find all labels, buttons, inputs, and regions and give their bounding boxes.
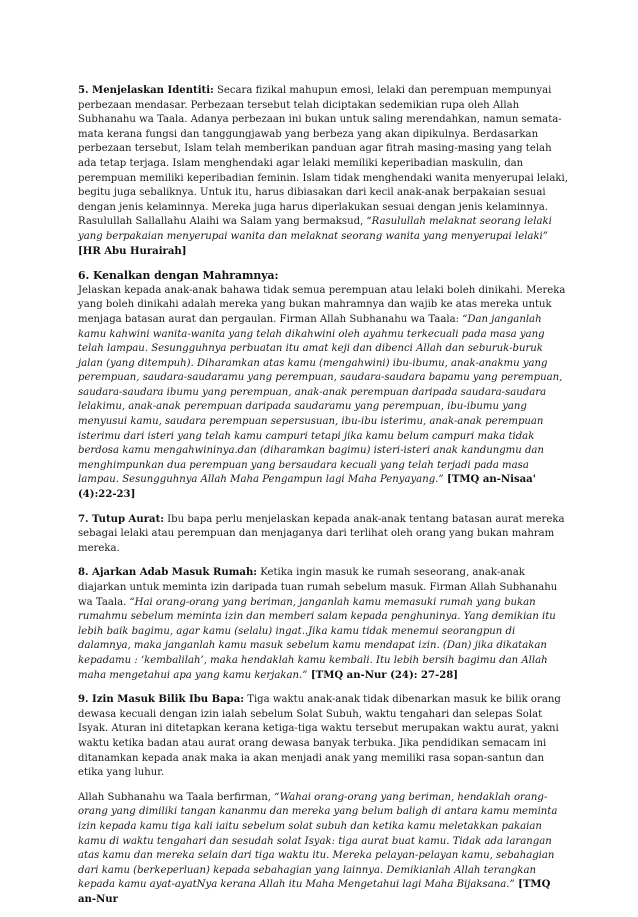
paragraph (78, 566, 568, 683)
section-heading: 6. Kenalkan dengan Mahramnya: (78, 269, 279, 283)
quran-quote: “Wahai orang-orang yang beriman, hendaklah orang-orang yang dimiliki tangan kananmu dan mereka yang belum baligh di antara kamu meminta izin kepada kamu tiga kali iaitu sebelum solat subuh dan ketika kamu meletakkan pakaian kamu di waktu tengahari dan sesudah solat Isyak: tiga aurat buat kamu. Tidak ada larangan atas kamu dan mereka selain dari tiga waktu itu. Mereka pelayan-pelayan kamu, sebahagian dari kamu (berkeperluan) kepada sebahagian yang lainnya. Demikianlah Allah terangkan kepada kamu ayat-ayatNya kerana Allah itu Maha Mengetahui lagi Maha Bijaksana.” (78, 791, 558, 891)
section-8-house-etiquette (78, 566, 568, 683)
paragraph (78, 84, 568, 259)
section-heading: 8. Ajarkan Adab Masuk Rumah: (78, 567, 258, 579)
reference: [HR Abu Hurairah] (78, 245, 187, 257)
section-6-mahram (78, 269, 568, 503)
reference: [TMQ an-Nur (24): 27-28] (307, 669, 459, 681)
body-text: Allah Subhanahu wa Taala berfirman, (78, 791, 275, 803)
paragraph (78, 791, 568, 908)
reference: [TMQ an-Nur (78, 879, 551, 905)
body-text: Ibu bapa perlu menjelaskan kepada anak-anak tentang batasan aurat mereka sebagai lelaki atau perempuan dan menjaganya dari terlihat oleh orang yang bukan mahram mereka. (78, 513, 565, 554)
section-9-parents-room (78, 693, 568, 907)
paragraph (78, 284, 568, 503)
hadith-quote: “Rasulullah melaknat seorang lelaki yang berpakaian menyerupai wanita dan melaknat seorang wanita yang menyerupai lelaki” (78, 216, 552, 242)
reference: [TMQ an-Nisaa' (4):22-23] (78, 474, 536, 501)
quran-quote: “Dan janganlah kamu kahwini wanita-wanita yang telah dikahwini oleh ayahmu terkecuali pada masa yang telah lampau. Sesungguhnya perbuatan itu amat keji dan dibenci Allah dan seburuk-buruk jalan (yang ditempuh). Diharamkan atas kamu (mengahwini) ibu-ibumu, anak-anakmu yang perempuan, saudara-saudaramu yang perempuan, saudara-saudara bapamu yang perempuan, saudara-saudara ibumu yang perempuan, anak-anak perempuan daripada saudara-saudara lelakimu, anak-anak perempuan daripada saudaramu yang perempuan, ibu-ibumu yang menyusui kamu, saudara perempuan sepersusuan, ibu-ibu isterimu, anak-anak perempuan isterimu dari isteri yang telah kamu campuri tetapi jika kamu belum campuri maka tidak berdosa kamu mengahwininya.dan (diharamkan bagimu) isteri-isteri anak kandungmu dan menghimpunkan dua perempuan yang bersaudara kecuali yang telah terjadi pada masa lampau. Sesungguhnya Allah Maha Pengampun lagi Maha Penyayang.” (78, 313, 563, 486)
body-text: Tiga waktu anak-anak tidak dibenarkan masuk ke bilik orang dewasa kecuali dengan izin ialah sebelum Solat Subuh, waktu tengahari dan selepas Solat Isyak. Aturan ini ditetapkan kerana ketiga-tiga waktu tersebut merupakan waktu aurat, yakni waktu ketika badan atau aurat orang dewasa banyak terbuka. Jika pendidikan semacam ini ditanamkan kepada anak maka ia akan menjadi anak yang memiliki rasa sopan-santun dan etika yang luhur. (78, 694, 561, 779)
body-text: Jelaskan kepada anak-anak bahawa tidak semua perempuan atau lelaki boleh dinikahi. Mereka yang boleh dinikahi adalah mereka yang bukan mahramnya dan wajib ke atas mereka untuk menjaga batasan aurat dan pergaulan. Firman Allah Subhanahu wa Taala: (78, 284, 566, 325)
paragraph (78, 693, 568, 781)
section-heading: 5. Menjelaskan Identiti: (78, 85, 214, 96)
body-text: Secara fizikal mahupun emosi, lelaki dan perempuan mempunyai perbezaan mendasar. Perbezaan tersebut telah diciptakan sedemikian rupa oleh Allah Subhanahu wa Taala. Adanya perbezaan ini bukan untuk saling merendahkan, namun semata-mata kerana fungsi dan tanggungjawab yang berbeza yang akan dipikulnya. Berdasarkan perbezaan tersebut, Islam telah memberikan panduan agar fitrah masing-masing yang telah ada tetap terjaga. Islam menghendaki agar lelaki memiliki keperibadian maskulin, dan perempuan memiliki keperibadian feminin. Islam tidak menghendaki wanita menyerupai lelaki, begitu juga sebaliknya. Untuk itu, harus dibiasakan dari kecil anak-anak berpakaian sesuai dengan jenis kelaminnya. Mereka juga harus diperlakukan sesuai dengan jenis kelaminnya. Rasulullah Sallallahu Alaihi wa Salam yang bermaksud, (78, 85, 568, 228)
section-heading: 7. Tutup Aurat: (78, 513, 164, 525)
quran-quote: “Hai orang-orang yang beriman, janganlah kamu memasuki rumah yang bukan rumahmu sebelum meminta izin dan memberi salam kepada penghuninya. Yang demikian itu lebih baik bagimu, agar kamu (selalu) ingat..Jika kamu tidak menemui seorangpun di dalamnya, maka janganlah kamu masuk sebelum kamu mendapat izin. (Dan) jika dikatakan kepadamu : ‘kembalilah’, maka hendaklah kamu kembali. Itu lebih bersih bagimu dan Allah maha mengetahui apa yang kamu kerjakan.” (78, 596, 556, 681)
paragraph (78, 513, 568, 557)
section-7-aurat (78, 513, 568, 557)
document-page (78, 84, 568, 917)
section-5-identity (78, 84, 568, 259)
body-text: Ketika ingin masuk ke rumah seseorang, anak-anak diajarkan untuk meminta izin daripada tuan rumah sebelum masuk. Firman Allah Subhanahu wa Taala. (78, 567, 558, 608)
section-heading: 9. Izin Masuk Bilik Ibu Bapa: (78, 694, 245, 706)
